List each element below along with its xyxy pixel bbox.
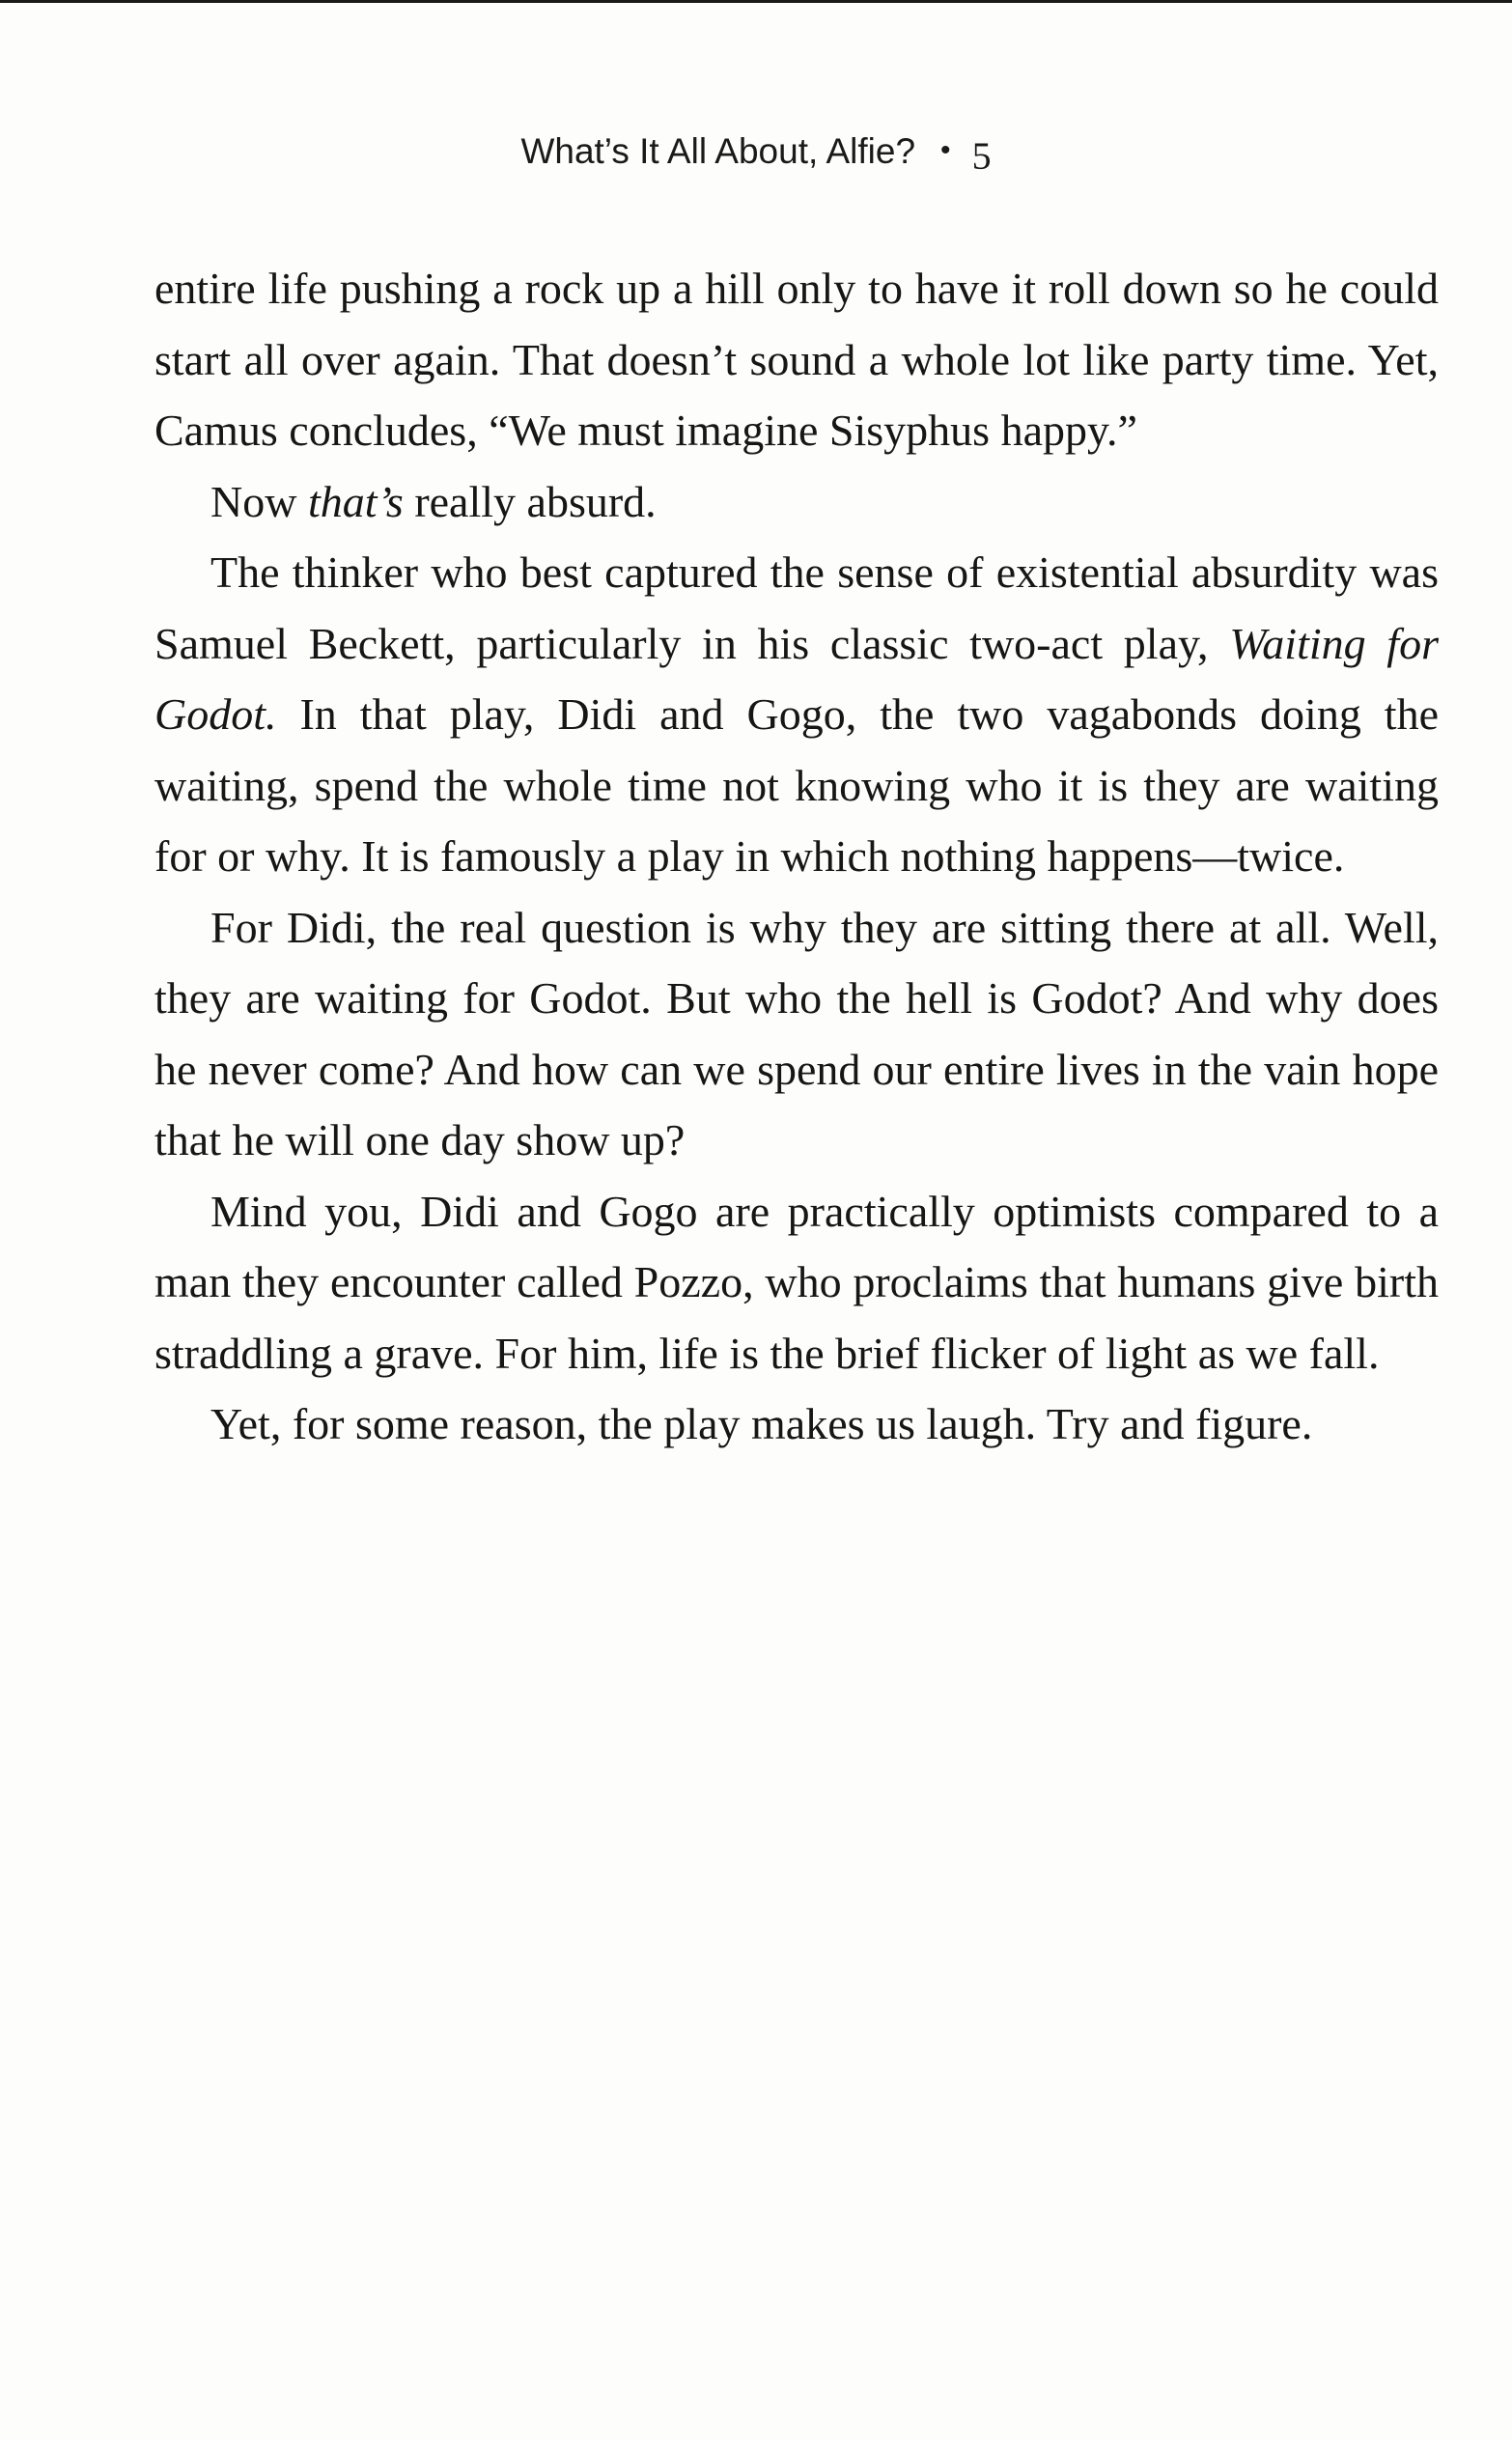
chapter-title: What’s It All About, Alfie? — [520, 131, 916, 171]
paragraph-2-lead: Now — [210, 476, 308, 526]
paragraph-5: Mind you, Didi and Gogo are practically optimists compared to a man they encounter called Pozzo, who proclaims that humans give birth straddling a grave. For him, life is the brief flicker of light as we fall. — [154, 1186, 1439, 1378]
running-head — [0, 127, 1512, 178]
page-top-edge — [0, 0, 1512, 3]
paragraph-4: For Didi, the real question is why they are sitting there at all. Well, they are waiting for Godot. But who the hell is Godot? And why does he never come? And how can we spend our entire lives in the vain hope that he will one day show up? — [154, 902, 1439, 1164]
paragraph-3-tail: In that play, Didi and Gogo, the two vagabonds doing the waiting, spend the whole time not knowing who it is they are waiting for or why. It is famously a play in which nothing happens—twice. — [154, 689, 1439, 881]
header-separator: • — [940, 134, 951, 166]
paragraph-3-lead: The thinker who best captured the sense of existential absurdity was Samuel Beckett, particularly in his classic two-act play, — [154, 547, 1439, 668]
paragraph-3 — [154, 537, 1439, 892]
emphasis-thats: that’s — [307, 476, 404, 526]
paragraph-6: Yet, for some reason, the play makes us laugh. Try and figure. — [210, 1399, 1313, 1448]
body-text — [154, 253, 1439, 1460]
paragraph-1: entire life pushing a rock up a hill only to have it roll down so he could start all over again. That doesn’t sound a whole lot like party time. Yet, Camus concludes, “We must imagine Sisyphus happy.” — [154, 264, 1439, 455]
play-title-waiting-for-godot: Waiting for Godot. — [154, 618, 1439, 739]
paragraph-2 — [154, 466, 1439, 538]
page-number: 5 — [971, 134, 992, 178]
paragraph-2-tail: really absurd. — [403, 476, 657, 526]
